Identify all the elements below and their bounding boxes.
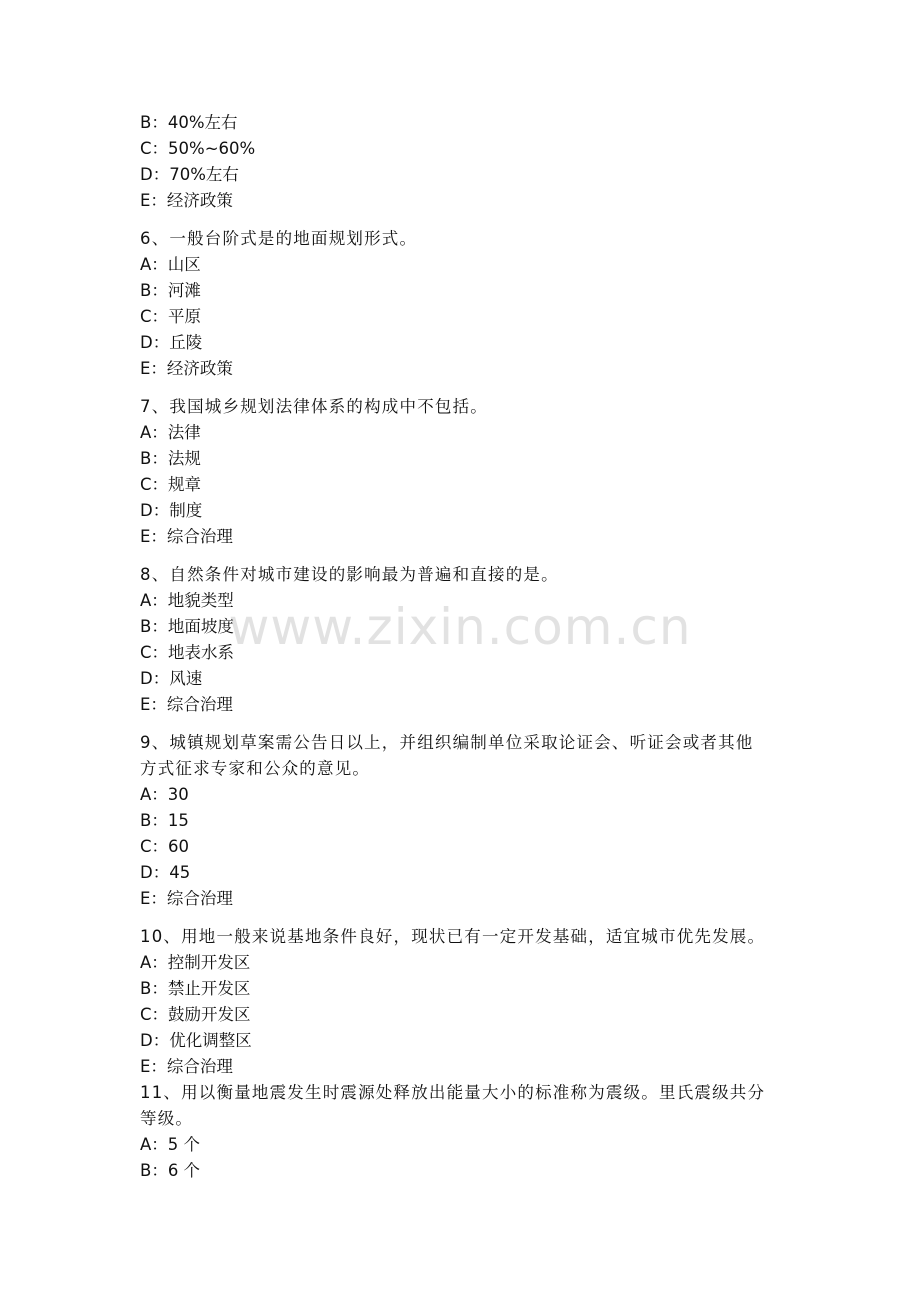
option-e: E：综合治理 (140, 527, 233, 546)
question-text-line-1: 11、用以衡量地震发生时震源处释放出能量大小的标准称为震级。里氏震级共分 (140, 1083, 766, 1102)
option-c: C：规章 (140, 475, 202, 494)
question-text: 8、自然条件对城市建设的影响最为普遍和直接的是。 (140, 565, 559, 584)
question-text-line-2: 方式征求专家和公众的意见。 (140, 759, 371, 778)
option-b: B：河滩 (140, 281, 201, 300)
option-e: E：经济政策 (140, 359, 233, 378)
option-a: A：5 个 (140, 1135, 201, 1154)
option-b: B：40%左右 (140, 113, 238, 132)
option-a: A：法律 (140, 423, 201, 442)
option-a: A：控制开发区 (140, 953, 251, 972)
question-text-line-1: 9、城镇规划草案需公告日以上，并组织编制单位采取论证会、听证会或者其他 (140, 733, 754, 752)
option-a: A：山区 (140, 255, 201, 274)
option-e: E：经济政策 (140, 191, 233, 210)
question-10 (140, 924, 800, 1080)
option-c: C：鼓励开发区 (140, 1005, 251, 1024)
option-a: A：地貌类型 (140, 591, 234, 610)
option-e: E：综合治理 (140, 1057, 233, 1076)
option-e: E：综合治理 (140, 889, 233, 908)
question-text: 6、一般台阶式是的地面规划形式。 (140, 229, 418, 248)
option-d: D：45 (140, 863, 191, 882)
question-8 (140, 562, 800, 718)
option-b: B：6 个 (140, 1161, 201, 1180)
option-b: B：法规 (140, 449, 201, 468)
option-c: C：60 (140, 837, 190, 856)
option-b: B：禁止开发区 (140, 979, 251, 998)
question-text-line-2: 等级。 (140, 1109, 194, 1128)
question-11 (140, 1080, 800, 1184)
option-d: D：丘陵 (140, 333, 203, 352)
option-c: C：平原 (140, 307, 202, 326)
option-b: B：15 (140, 811, 189, 830)
option-c: C：地表水系 (140, 643, 235, 662)
document-body (140, 110, 800, 1184)
watermark: www.zixin.com.cn (228, 598, 692, 656)
option-d: D：风速 (140, 669, 203, 688)
question-text: 10、用地一般来说基地条件良好，现状已有一定开发基础，适宜城市优先发展。 (140, 927, 766, 946)
question-7 (140, 394, 800, 550)
option-d: D：70%左右 (140, 165, 239, 184)
prev-question-options (140, 110, 800, 214)
question-text: 7、我国城乡规划法律体系的构成中不包括。 (140, 397, 488, 416)
option-b: B：地面坡度 (140, 617, 234, 636)
option-c: C：50%~60% (140, 139, 256, 158)
option-a: A：30 (140, 785, 189, 804)
option-d: D：优化调整区 (140, 1031, 252, 1050)
question-9 (140, 730, 800, 912)
option-e: E：综合治理 (140, 695, 233, 714)
option-d: D：制度 (140, 501, 203, 520)
question-6 (140, 226, 800, 382)
